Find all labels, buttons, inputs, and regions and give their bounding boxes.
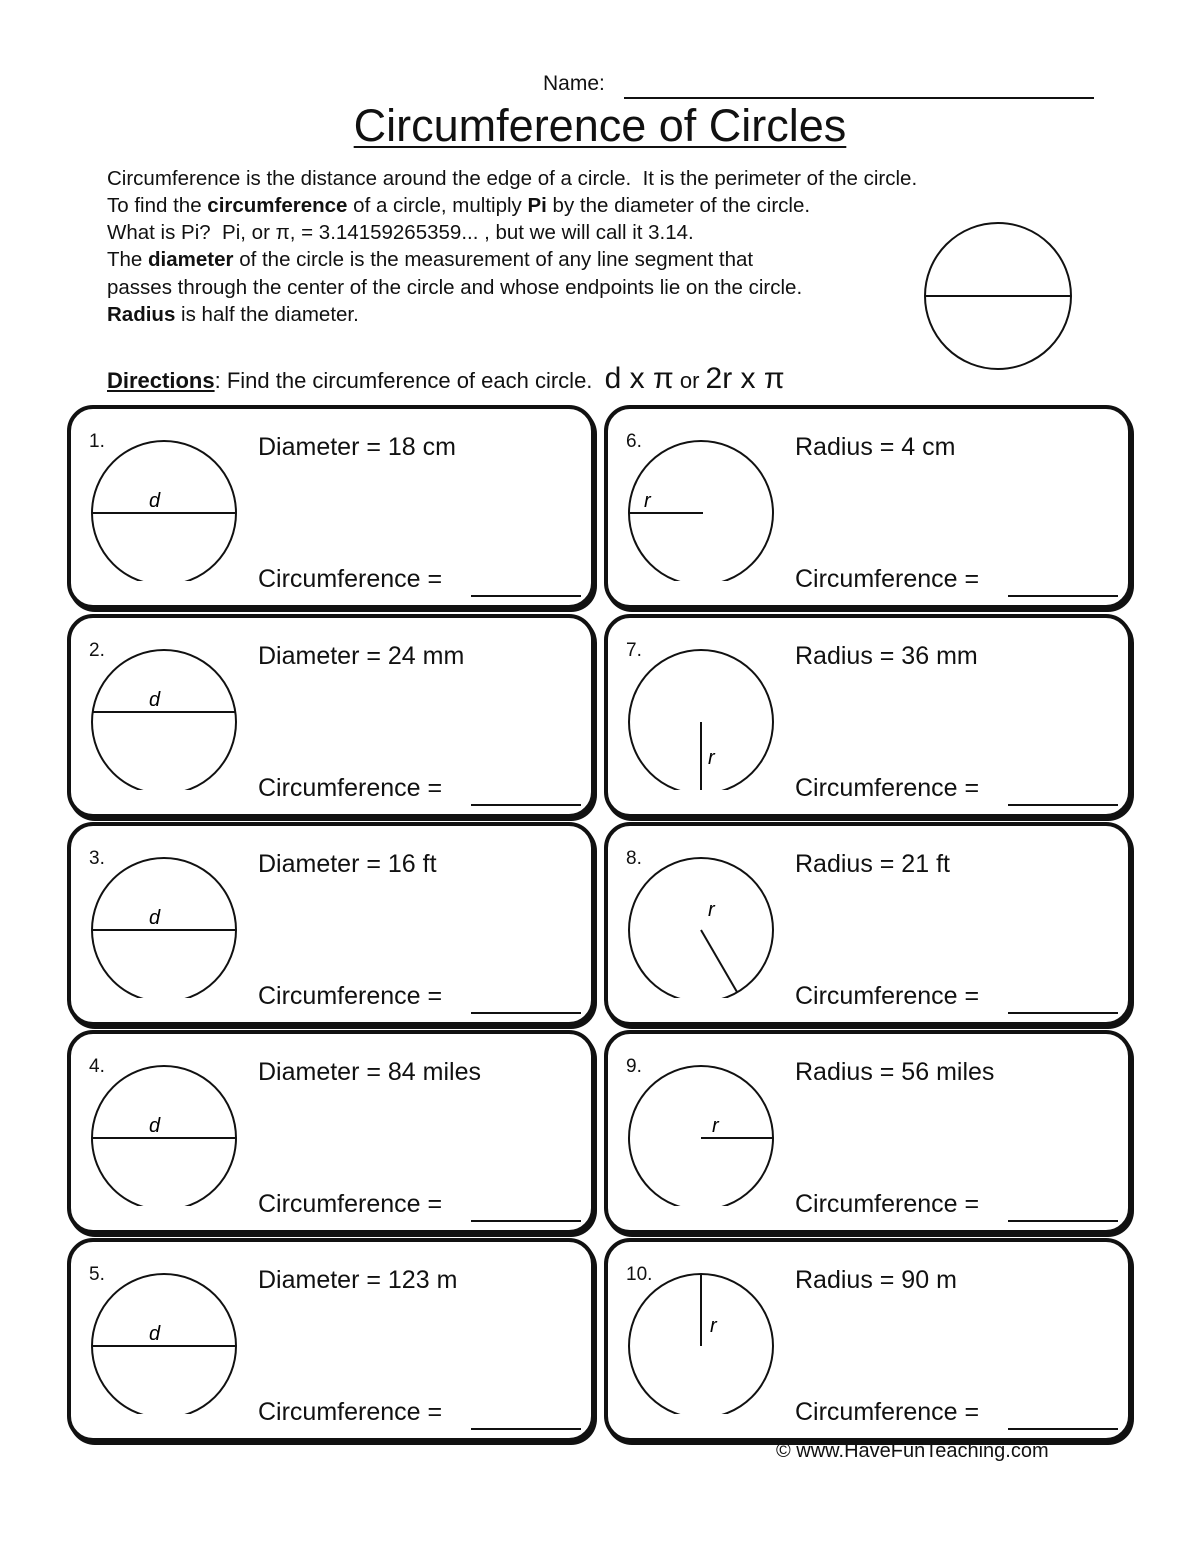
name-field-line[interactable] — [624, 97, 1094, 99]
problem-given: Diameter = 123 m — [258, 1266, 458, 1294]
problem-given: Radius = 4 cm — [795, 433, 956, 461]
intro-line-5: passes through the center of the circle and whose endpoints lie on the circle. — [107, 276, 803, 299]
problem-given: Radius = 90 m — [795, 1266, 957, 1294]
circumference-label: Circumference = — [795, 1398, 980, 1426]
intro-line-6: Radius is half the diameter. — [107, 303, 359, 326]
answer-blank[interactable] — [471, 1428, 581, 1430]
line-label: r — [708, 899, 715, 921]
answer-blank[interactable] — [471, 1220, 581, 1222]
radius-circle-diagram — [626, 1056, 776, 1206]
problem-given: Diameter = 24 mm — [258, 642, 465, 670]
circumference-label: Circumference = — [795, 982, 980, 1010]
intro-line-2: To find the circumference of a circle, multiply Pi by the diameter of the circle. — [107, 194, 811, 217]
circumference-label: Circumference = — [258, 565, 443, 593]
intro-line-1: Circumference is the distance around the edge of a circle. It is the perimeter of the circle. — [107, 167, 918, 190]
diameter-circle-diagram — [89, 640, 239, 790]
problem-number: 4. — [89, 1056, 105, 1077]
problem-number: 6. — [626, 431, 642, 452]
problem-card — [67, 1238, 595, 1442]
line-label: d — [149, 907, 161, 929]
line-label: r — [712, 1115, 719, 1137]
line-label: r — [710, 1315, 717, 1337]
page-title: Circumference of Circles — [353, 100, 847, 151]
answer-blank[interactable] — [1008, 804, 1118, 806]
intro-line-3: What is Pi? Pi, or π, = 3.14159265359... , but we will call it 3.14. — [107, 221, 694, 244]
answer-blank[interactable] — [471, 595, 581, 597]
problem-card — [604, 614, 1132, 818]
radius-circle-diagram — [626, 640, 776, 790]
circumference-label: Circumference = — [258, 982, 443, 1010]
problem-card — [604, 822, 1132, 1026]
line-label: d — [149, 1323, 161, 1345]
answer-blank[interactable] — [471, 1012, 581, 1014]
line-label: r — [644, 490, 651, 512]
problem-card — [67, 1030, 595, 1234]
circumference-label: Circumference = — [795, 774, 980, 802]
answer-blank[interactable] — [1008, 1220, 1118, 1222]
answer-blank[interactable] — [1008, 1428, 1118, 1430]
answer-blank[interactable] — [1008, 1012, 1118, 1014]
diameter-circle-diagram — [89, 848, 239, 998]
problem-number: 5. — [89, 1264, 105, 1285]
problem-card — [67, 822, 595, 1026]
problem-card — [67, 405, 595, 609]
problem-given: Radius = 21 ft — [795, 850, 950, 878]
problem-given: Radius = 56 miles — [795, 1058, 995, 1086]
radius-circle-diagram — [626, 848, 776, 998]
circumference-label: Circumference = — [258, 774, 443, 802]
answer-blank[interactable] — [471, 804, 581, 806]
problem-number: 1. — [89, 431, 105, 452]
problem-given: Diameter = 84 miles — [258, 1058, 481, 1086]
line-label: d — [149, 490, 161, 512]
problem-given: Diameter = 16 ft — [258, 850, 437, 878]
line-label: r — [708, 747, 715, 769]
radius-circle-diagram — [626, 1264, 776, 1414]
circumference-label: Circumference = — [258, 1398, 443, 1426]
radius-circle-diagram — [626, 431, 776, 581]
diameter-circle-diagram — [89, 1056, 239, 1206]
problem-number: 8. — [626, 848, 642, 869]
problem-given: Diameter = 18 cm — [258, 433, 456, 461]
problem-card — [604, 1030, 1132, 1234]
problem-card — [604, 405, 1132, 609]
problem-number: 10. — [626, 1264, 653, 1285]
diameter-circle-diagram — [89, 431, 239, 581]
copyright-footer: © www.HaveFunTeaching.com — [776, 1440, 1049, 1462]
intro-line-4: The diameter of the circle is the measurement of any line segment that — [107, 248, 754, 271]
problem-card — [604, 1238, 1132, 1442]
problem-number: 3. — [89, 848, 105, 869]
directions: Directions: Find the circumference of each circle. d x π or 2r x π — [107, 362, 785, 395]
line-label: d — [149, 689, 161, 711]
diameter-example-circle — [922, 220, 1076, 374]
circumference-label: Circumference = — [795, 1190, 980, 1218]
diameter-circle-diagram — [89, 1264, 239, 1414]
radius-line — [701, 930, 737, 992]
problem-card — [67, 614, 595, 818]
circumference-label: Circumference = — [258, 1190, 443, 1218]
circumference-label: Circumference = — [795, 565, 980, 593]
line-label: d — [149, 1115, 161, 1137]
answer-blank[interactable] — [1008, 595, 1118, 597]
problem-number: 2. — [89, 640, 105, 661]
name-label: Name: — [543, 72, 605, 95]
problem-given: Radius = 36 mm — [795, 642, 978, 670]
problem-number: 7. — [626, 640, 642, 661]
problem-number: 9. — [626, 1056, 642, 1077]
